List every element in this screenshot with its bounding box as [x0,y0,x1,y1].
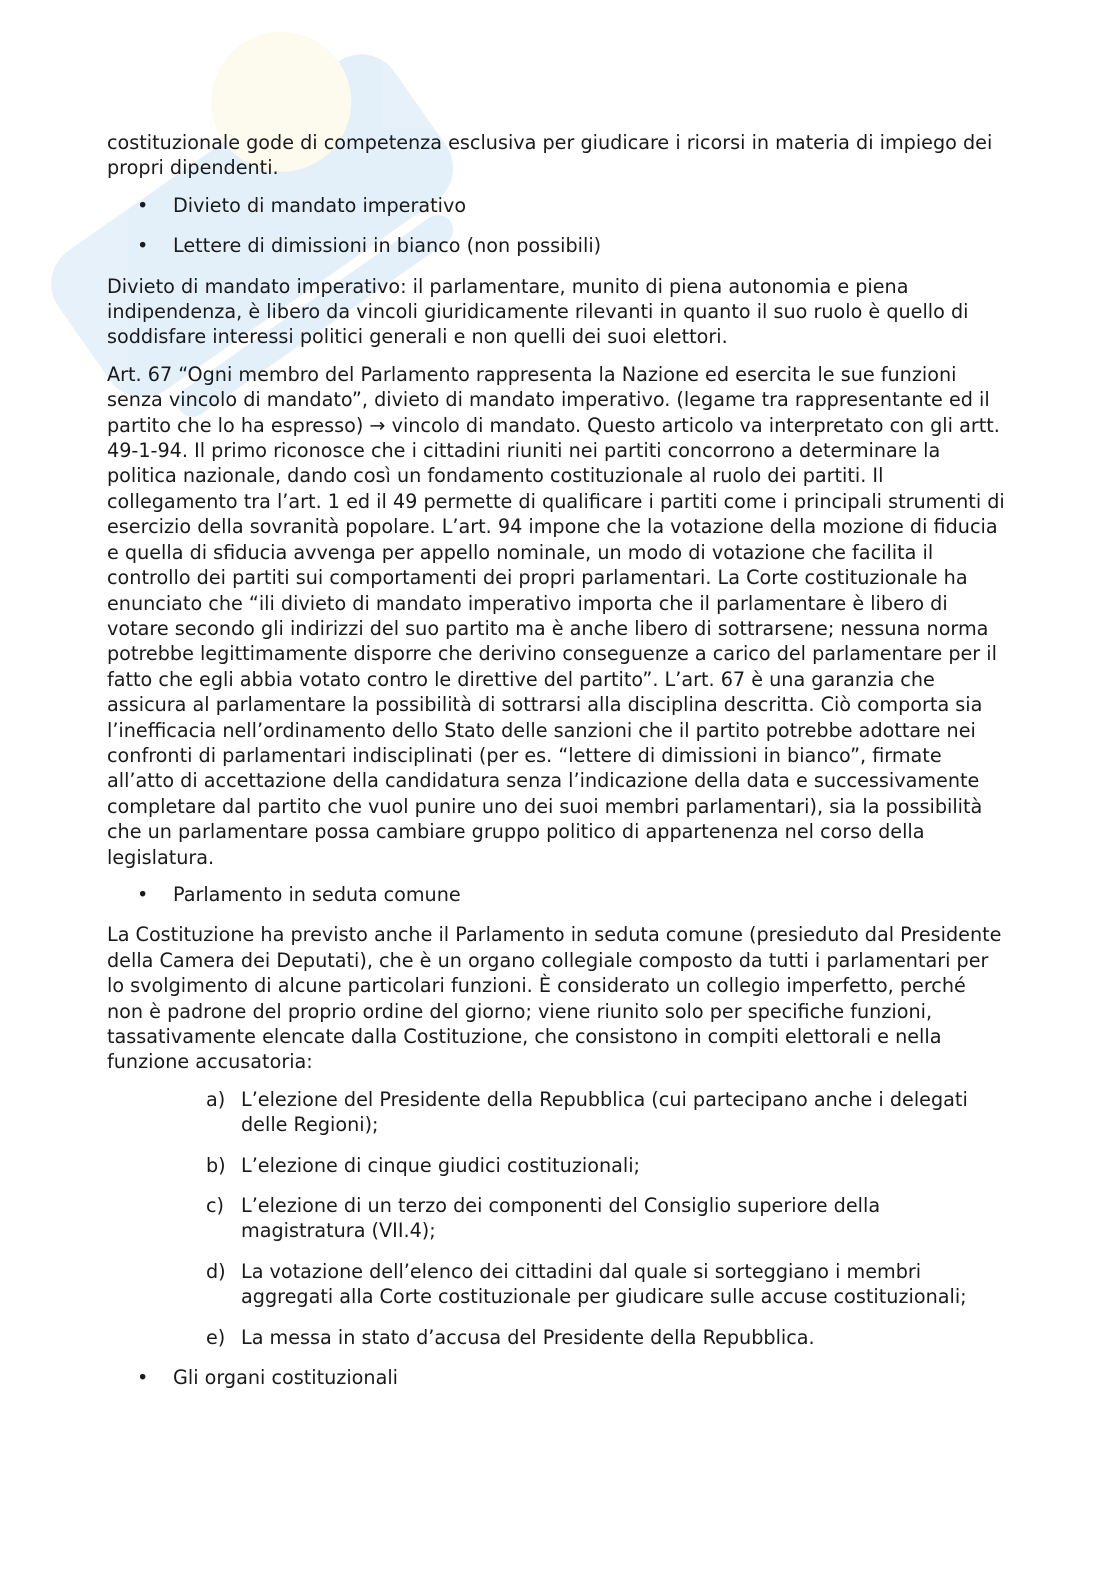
bullet-text: Parlamento in seduta comune [173,882,461,906]
list-item [107,1325,1007,1350]
intro-paragraph: costituzionale gode di competenza esclusiva per giudicare i ricorsi in materia di impiego dei propri dipendenti. [107,131,993,180]
bullet-text: Gli organi costituzionali [173,1366,398,1390]
bullet-icon: • [137,1366,149,1390]
bullet-item [107,1365,1007,1390]
bullet-icon: • [137,882,149,906]
document-page [107,130,1007,1405]
list-text: L’elezione di un terzo dei componenti del Consiglio superiore della magistratura (VII.4); [241,1194,881,1243]
paragraph-art67: Art. 67 “Ogni membro del Parlamento rappresenta la Nazione ed esercita le sue funzioni senza vincolo di mandato”, divieto di mandato imperativo. (legame tra rappresentante ed il partito che lo ha espresso) → vincolo di mandato. Questo articolo va interpretato con gli artt. 49-1-94. Il primo riconosce che i cittadini riuniti nei partiti concorrono a determinare la politica nazionale, dando così un fondamento costituzionale al ruolo dei partiti. Il collegamento tra l’art. 1 ed il 49 permette di qualificare i partiti come i principali strumenti di esercizio della sovranità popolare. L’art. 94 impone che la votazione della mozione di fiducia e quella di sfiducia avvenga per appello nominale, un modo di votazione che facilita il controllo dei partiti sui comportamenti dei propri parlamentari. La Corte costituzionale ha enunciato che “ili divieto di mandato imperativo importa che il parlamentare è libero di votare secondo gli indirizzi del suo partito ma è anche libero di sottrarsene; nessuna norma potrebbe legittimamente disporre che derivino conseguenze a carico del parlamentare per il fatto che egli abbia votato contro le direttive del partito”. L’art. 67 è una garanzia che assicura al parlamentare la possibilità di sottrarsi alla disciplina descritta. Ciò comporta sia l’inefficacia nell’ordinamento dello Stato delle sanzioni che il partito potrebbe adottare nei confronti di parlamentari indisciplinati (per es. “lettere di dimissioni in bianco”, firmate all’atto di accettazione della candidatura senza l’indicazione della data e successivamente completare dal partito che vuol punire uno dei suoi membri parlamentari), sia la possibilità che un parlamentare possa cambiare gruppo politico di appartenenza nel corso della legislatura. [107,362,1005,869]
list-label: e) [206,1325,226,1349]
bullet-item [107,233,1007,258]
paragraph-mandato: Divieto di mandato imperativo: il parlamentare, munito di piena autonomia e piena indipendenza, è libero da vincoli giuridicamente rilevanti in quanto il suo ruolo è quello di soddisfare interessi politici generali e non quelli dei suoi elettori. [107,274,969,349]
list-text: L’elezione del Presidente della Repubblica (cui partecipano anche i delegati delle Regioni); [241,1087,968,1137]
list-label: b) [206,1153,226,1177]
list-text: La messa in stato d’accusa del Presidente della Repubblica. [241,1325,815,1349]
list-item [107,1153,1007,1178]
list-item [107,1193,1007,1244]
list-label: a) [206,1087,226,1111]
paragraph-seduta-comune: La Costituzione ha previsto anche il Parlamento in seduta comune (presieduto dal Presidente della Camera dei Deputati), che è un organo collegiale composto da tutti i parlamentari per lo svolgimento di alcune particolari funzioni. È considerato un collegio imperfetto, perché non è padrone del proprio ordine del giorno; viene riunito solo per specifiche funzioni, tassativamente elencate dalla Costituzione, che consistono in compiti elettorali e nella funzione accusatoria: [107,923,1002,1074]
list-text: La votazione dell’elenco dei cittadini dal quale si sorteggiano i membri aggregati alla Corte costituzionale per giudicare sulle accuse costituzionali; [241,1259,967,1309]
bullet-text: Divieto di mandato imperativo [173,193,467,217]
list-label: c) [206,1194,225,1218]
list-item [107,1259,1007,1310]
list-text: L’elezione di cinque giudici costituzionali; [241,1153,641,1177]
bullet-item [107,882,1007,907]
bullet-item [107,193,1007,218]
bullet-icon: • [137,234,149,258]
list-label: d) [206,1259,226,1283]
bullet-text: Lettere di dimissioni in bianco (non possibili) [173,234,602,258]
bullet-icon: • [137,193,149,217]
list-item [107,1087,1007,1138]
